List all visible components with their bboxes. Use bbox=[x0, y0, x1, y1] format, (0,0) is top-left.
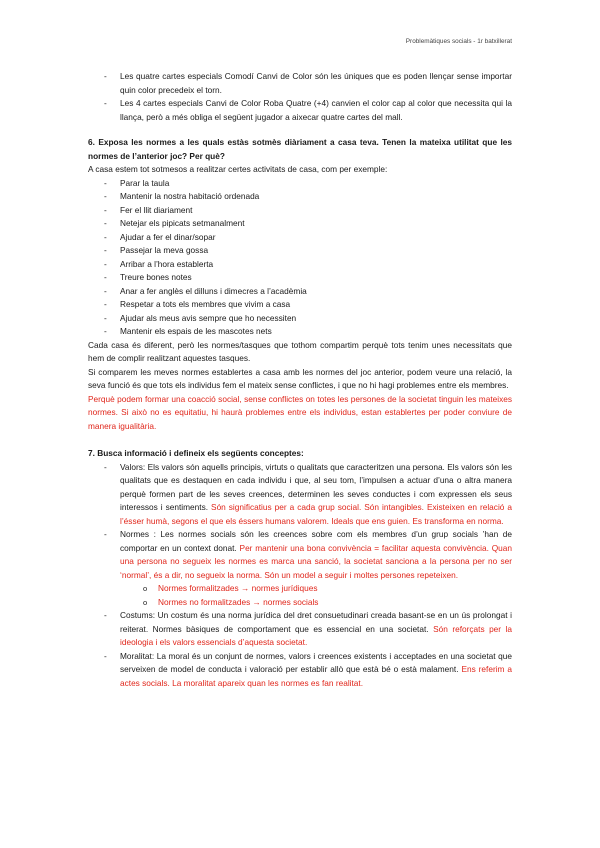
list-item: - Les quatre cartes especials Comodí Canvi de Color són les úniques que es poden llençar sense importar quin color precedeix el torn. bbox=[88, 70, 512, 97]
list-item: o Normes formalitzades → normes jurídiques bbox=[88, 582, 512, 596]
concept-note: Són reforçats per la ideologia i els valors essencials d’aquesta societat. bbox=[120, 623, 513, 647]
concept-normes bbox=[88, 528, 512, 582]
normes-sublist bbox=[88, 582, 512, 609]
concept-term: Costums bbox=[120, 610, 153, 620]
list-item: - Parar la taula bbox=[88, 177, 512, 191]
list-item: - Arribar a l’hora establerta bbox=[88, 258, 512, 272]
concept-definition: Els valors són aquells principis, virtuts o qualitats que caracteritzen una persona. Els valors són les qualitats que es destaquen en cada individu i que, al seu tom, l’impulsen a actuar d’una o altra manera perquè formen part de les seves creences, determinen les seves conductes i com expressen els seus interessos i sentiments. bbox=[120, 461, 512, 512]
concept-term: Normes bbox=[120, 529, 150, 539]
list-item: - Respetar a tots els membres que vivim a casa bbox=[88, 298, 512, 312]
concept-definition: : La moral és un conjunt de normes, valors i creences existents i acceptades en una societat que serveixen de model de conducta i valoració per establir allò que està bé o està malament. bbox=[120, 650, 512, 674]
question-6-answer: Perquè podem formar una coacció social, sense conflictes on totes les persones de la societat tinguin les mateixes normes. Si això no es equitatiu, hi haurà problemes entre els individus, estan establertes per poder conviure de manera igualitària. bbox=[88, 393, 512, 431]
concepts-list-continued bbox=[88, 609, 512, 690]
list-item: - Anar a fer anglès el dilluns i dimecres a l’acadèmia bbox=[88, 285, 512, 299]
concept-note: Ens referim a actes socials. La moralitat apareix quan les normes es fan realitat. bbox=[120, 664, 513, 688]
list-item: - Passejar la meva gossa bbox=[88, 244, 512, 258]
list-item: - Ajudar als meus avis sempre que ho necessiten bbox=[88, 312, 512, 326]
concepts-list bbox=[88, 461, 512, 583]
concept-term: Moralitat bbox=[120, 650, 152, 661]
list-item: - Mantenir els espais de les mascotes nets bbox=[88, 325, 512, 339]
concept-valors bbox=[88, 461, 512, 529]
concept-term: Valors: bbox=[120, 461, 146, 472]
question-6-heading: 6. Exposa les normes a les quals estàs sotmès diàriament a casa teva. Tenen la mateixa utilitat que les normes de l’anterior joc? Per què? bbox=[88, 137, 512, 161]
house-tasks-list bbox=[88, 177, 512, 339]
concept-moralitat bbox=[88, 650, 512, 691]
list-item: - Netejar els pipicats setmanalment bbox=[88, 217, 512, 231]
question-6-intro: A casa estem tot sotmesos a realitzar certes activitats de casa, com per exemple: bbox=[88, 164, 388, 174]
concept-costums bbox=[88, 609, 512, 650]
document-body bbox=[88, 70, 512, 690]
question-7-heading: 7. Busca informació i defineix els següents conceptes: bbox=[88, 448, 304, 458]
list-item: - Les 4 cartes especials Canvi de Color Roba Quatre (+4) canvien el color cap al color que necessita qui la llança, però a més obliga el següent jugador a aixecar quatre cartes del mall. bbox=[88, 97, 512, 124]
concept-note: Són significatius per a cada grup social. Són intangibles. Existeixen en relació a l’ésser humà, segons el que els éssers humans valorem. Ideals que ens guien. Es transforma en norma. bbox=[120, 502, 512, 526]
concept-definition: : Les normes socials són les creences sobre com els membres d’un grup socials ’han de comportar en un context donat. bbox=[120, 529, 512, 553]
list-item: o Normes no formalitzades → normes socials bbox=[88, 596, 512, 610]
list-item: - Ajudar a fer el dinar/sopar bbox=[88, 231, 512, 245]
running-header: Problemàtiques socials - 1r batxillerat bbox=[405, 38, 512, 45]
list-item: - Fer el llit diariament bbox=[88, 204, 512, 218]
question-6-paragraph-2: Si comparem les meves normes establertes a casa amb les normes del joc anterior, podem veure una relació, la seva funció és que tots els individus fem el mateix sense conflictes, i que no hi hagi problemes entre els membres. bbox=[88, 366, 512, 390]
concept-definition: : Un costum és una norma jurídica del dret consuetudinari creada basant-se en un ús prolongat i reiterat. Normes bàsiques de comportament que es essencial en una societat. bbox=[120, 610, 512, 634]
list-item: - Treure bones notes bbox=[88, 271, 512, 285]
question-6-paragraph-1: Cada casa és diferent, però les normes/tasques que tothom compartim perquè tots tenim unes necessitats que hem de complir realitzant aquestes tasques. bbox=[88, 339, 512, 363]
concept-note: Per mantenir una bona convivència = facilitar aquesta convivència. Quan una persona no segueix les normes es marca una sanció, la societat sanciona a la persona per no ser ‘normal’, és a dir, no segueix la norma. Són un model a seguir i moltes persones repeteixen. bbox=[120, 542, 512, 580]
list-item: - Mantenir la nostra habitació ordenada bbox=[88, 190, 512, 204]
intro-bullet-list bbox=[88, 70, 512, 124]
